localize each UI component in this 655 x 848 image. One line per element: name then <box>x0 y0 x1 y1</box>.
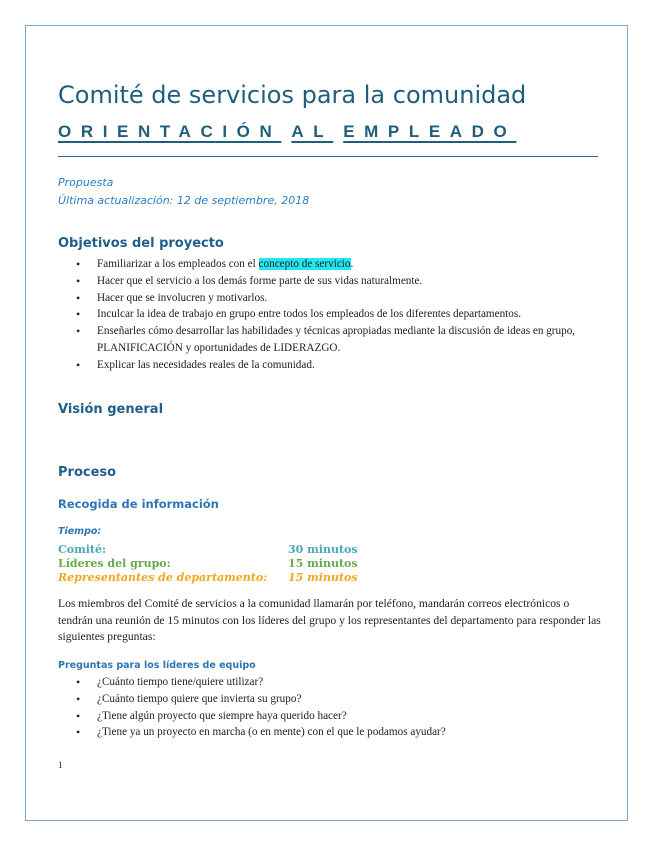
subtitle-word-orientacion: ORIENTACIÓN <box>58 122 282 141</box>
last-updated-text: Última actualización: 12 de septiembre, 2018 <box>58 194 310 207</box>
overview-heading: Visión general <box>58 402 164 417</box>
time-row-label: Comité: <box>58 543 107 556</box>
list-item: • ¿Tiene ya un proyecto en marcha (o en mente) con el que le podamos ayudar? <box>76 724 611 741</box>
list-item: • Familiarizar a los empleados con el concepto de servicio. <box>76 256 611 273</box>
time-row-label: Líderes del grupo: <box>58 557 171 570</box>
time-row <box>58 557 418 571</box>
time-row <box>58 571 418 585</box>
list-item: • Explicar las necesidades reales de la comunidad. <box>76 357 611 374</box>
list-item: • ¿Tiene algún proyecto que siempre haya querido hacer? <box>76 708 611 725</box>
time-row-value: 30 minutos <box>288 543 358 556</box>
questions-list <box>76 674 611 741</box>
questions-heading: Preguntas para los líderes de equipo <box>58 660 256 671</box>
time-row-value: 15 minutos <box>288 571 358 584</box>
document-title: Comité de servicios para la comunidad <box>58 81 527 109</box>
highlighted-text: concepto de servicio <box>258 258 351 270</box>
status-text: Propuesta <box>58 176 114 189</box>
list-item: • ¿Cuánto tiempo quiere que invierta su grupo? <box>76 691 611 708</box>
time-row-value: 15 minutos <box>288 557 358 570</box>
list-item: • Enseñarles cómo desarrollar las habilidades y técnicas apropiadas mediante la discusión de ideas en grupo, PLANIFICACIÓN y oportunidades de LIDERAZGO. <box>76 323 611 357</box>
subtitle-word-al: AL <box>291 122 334 141</box>
process-paragraph: Los miembros del Comité de servicios a la comunidad llamarán por teléfono, mandarán correos electrónicos o tendrán una reunión de 15 minutos con los líderes del grupo y los representantes del departamento para responder las siguientes preguntas: <box>58 597 601 644</box>
objectives-heading: Objetivos del proyecto <box>58 236 224 251</box>
page-number: 1 <box>58 760 63 770</box>
subtitle-word-empleado: EMPLEADO <box>343 122 517 141</box>
info-gathering-heading: Recogida de información <box>58 497 219 511</box>
time-row-label: Representantes de departamento: <box>58 571 268 584</box>
time-label: Tiempo: <box>58 526 102 537</box>
time-row <box>58 543 418 557</box>
list-item: • Hacer que el servicio a los demás forme parte de sus vidas naturalmente. <box>76 273 611 290</box>
document-subtitle <box>58 119 516 145</box>
objectives-list <box>76 256 611 374</box>
list-item: • ¿Cuánto tiempo tiene/quiere utilizar? <box>76 674 611 691</box>
list-item: • Hacer que se involucren y motivarlos. <box>76 290 611 307</box>
list-item: • Inculcar la idea de trabajo en grupo entre todos los empleados de los diferentes departamentos. <box>76 306 611 323</box>
process-heading: Proceso <box>58 465 117 480</box>
title-divider <box>58 156 598 157</box>
